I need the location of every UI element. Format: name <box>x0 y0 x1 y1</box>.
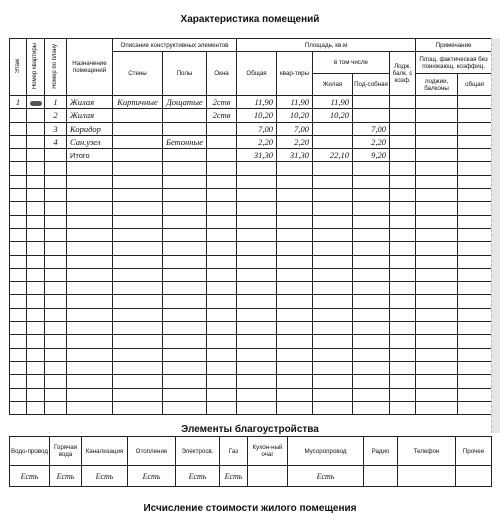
header-plan-no: Номер по плану <box>45 39 67 96</box>
cell-walls: Кирпичные <box>113 96 163 109</box>
table-row <box>10 96 492 109</box>
header-note-area: Площ. фактическая без понижающ. коэффиц. <box>416 52 492 74</box>
empty-table-row <box>10 388 492 401</box>
empty-rows <box>10 162 492 415</box>
amenity-header: Канализация <box>82 437 128 466</box>
amenity-header: Водо-провод <box>10 437 50 466</box>
page-edge-shadow <box>491 38 500 433</box>
table-row <box>10 122 492 135</box>
cell-purpose: Сан.узел <box>67 135 113 148</box>
amenity-header: Отопление <box>128 437 176 466</box>
amenity-value: Есть <box>220 466 248 487</box>
header-apt-no: Номер квартиры <box>27 39 45 96</box>
header-area-group: Площадь, кв.м <box>237 39 416 52</box>
rooms-table <box>9 38 492 415</box>
cell-no: 1 <box>45 96 67 109</box>
amenity-value: Есть <box>82 466 128 487</box>
empty-table-row <box>10 401 492 414</box>
cell-apt-area: 7,00 <box>277 122 313 135</box>
amenity-value: Есть <box>10 466 50 487</box>
header-note: Примечание <box>416 39 492 52</box>
cell-apt-area: 11,90 <box>277 96 313 109</box>
amenity-value: Есть <box>288 466 364 487</box>
header-aux: Под-собная <box>353 74 390 96</box>
amenity-header: Прочее <box>456 437 492 466</box>
empty-table-row <box>10 242 492 255</box>
cell-apt <box>27 122 45 135</box>
cell-windows <box>207 122 237 135</box>
cell-windows: 2ств <box>207 109 237 122</box>
amenity-value: Есть <box>128 466 176 487</box>
amenity-header: Радио <box>364 437 398 466</box>
cell-floors <box>163 109 207 122</box>
empty-table-row <box>10 282 492 295</box>
amenities-header-row <box>10 437 492 466</box>
cell-total: 2,20 <box>237 135 277 148</box>
ink-blot <box>30 101 42 106</box>
cell-walls <box>113 135 163 148</box>
empty-table-row <box>10 202 492 215</box>
amenity-value <box>398 466 456 487</box>
table-row <box>10 135 492 148</box>
amenity-header: Горячая вода <box>50 437 82 466</box>
empty-table-row <box>10 189 492 202</box>
cell-no: 2 <box>45 109 67 122</box>
cell-floors <box>163 122 207 135</box>
section-title-rooms: Характеристика помещений <box>180 14 320 25</box>
empty-table-row <box>10 348 492 361</box>
header-construct-group: Описание конструктивных элементов <box>113 39 237 52</box>
amenities-values-row <box>10 466 492 487</box>
cell-floors: Дощатые <box>163 96 207 109</box>
amenity-header: Телефон <box>398 437 456 466</box>
cell-aux: 2,20 <box>353 135 390 148</box>
header-note-total: общая <box>458 74 492 96</box>
amenities-table <box>9 436 492 487</box>
cell-apt-area: 2,20 <box>277 135 313 148</box>
empty-table-row <box>10 335 492 348</box>
table-row <box>10 109 492 122</box>
empty-table-row <box>10 162 492 175</box>
header-loggia: Лодж. балк. с коэф. <box>390 52 416 96</box>
amenity-value: Есть <box>176 466 220 487</box>
header-walls: Стены <box>113 52 163 96</box>
amenity-header: Газ <box>220 437 248 466</box>
totals-row <box>10 149 492 162</box>
cell-aux <box>353 96 390 109</box>
header-apartments: квар-тиры <box>277 52 313 96</box>
cell-floors: Бетонные <box>163 135 207 148</box>
cell-living <box>313 135 353 148</box>
cell-apt <box>27 109 45 122</box>
cell-total: 10,20 <box>237 109 277 122</box>
cell-total: 7,00 <box>237 122 277 135</box>
amenity-value <box>364 466 398 487</box>
empty-table-row <box>10 215 492 228</box>
header-purpose: Назначение помещений <box>67 39 113 96</box>
cell-living <box>313 122 353 135</box>
cell-no: 4 <box>45 135 67 148</box>
totals-aux: 9,20 <box>353 149 390 162</box>
amenity-header: Мусоропровод <box>288 437 364 466</box>
cell-windows: 2ств <box>207 96 237 109</box>
header-loggias: лоджии, балконы <box>416 74 458 96</box>
amenity-header: Кухон-ный очаг <box>248 437 288 466</box>
totals-apt-area: 31,30 <box>277 149 313 162</box>
empty-table-row <box>10 295 492 308</box>
header-floors: Полы <box>163 52 207 96</box>
header-incl: в том числе <box>313 52 390 74</box>
section-title-amenities: Элементы благоустройства <box>181 424 319 435</box>
empty-table-row <box>10 175 492 188</box>
cell-living: 11,90 <box>313 96 353 109</box>
cell-aux <box>353 109 390 122</box>
header-living: Жилая <box>313 74 353 96</box>
header-windows: Окна <box>207 52 237 96</box>
amenity-header: Электросв. <box>176 437 220 466</box>
cell-apt <box>27 96 45 109</box>
cell-living: 10,20 <box>313 109 353 122</box>
header-row-1 <box>10 39 492 52</box>
amenity-value: Есть <box>50 466 82 487</box>
cell-no: 3 <box>45 122 67 135</box>
empty-table-row <box>10 255 492 268</box>
cell-apt-area: 10,20 <box>277 109 313 122</box>
amenity-value <box>248 466 288 487</box>
cell-apt <box>27 135 45 148</box>
cell-walls <box>113 109 163 122</box>
cell-aux: 7,00 <box>353 122 390 135</box>
section-title-cost: Исчисление стоимости жилого помещения <box>143 503 357 514</box>
empty-table-row <box>10 361 492 374</box>
amenity-value <box>456 466 492 487</box>
empty-table-row <box>10 322 492 335</box>
cell-floor <box>10 122 27 135</box>
totals-label: Итого <box>67 149 113 162</box>
empty-table-row <box>10 228 492 241</box>
cell-walls <box>113 122 163 135</box>
cell-floor <box>10 135 27 148</box>
totals-living: 22,10 <box>313 149 353 162</box>
cell-purpose: Жилая <box>67 96 113 109</box>
cell-floor <box>10 109 27 122</box>
empty-table-row <box>10 268 492 281</box>
header-total: Общая <box>237 52 277 96</box>
cell-windows <box>207 135 237 148</box>
cell-purpose: Коридор <box>67 122 113 135</box>
empty-table-row <box>10 375 492 388</box>
header-floor: Этаж <box>10 39 27 96</box>
empty-table-row <box>10 308 492 321</box>
cell-total: 11,90 <box>237 96 277 109</box>
cell-purpose: Жилая <box>67 109 113 122</box>
totals-total: 31,30 <box>237 149 277 162</box>
cell-floor: 1 <box>10 96 27 109</box>
